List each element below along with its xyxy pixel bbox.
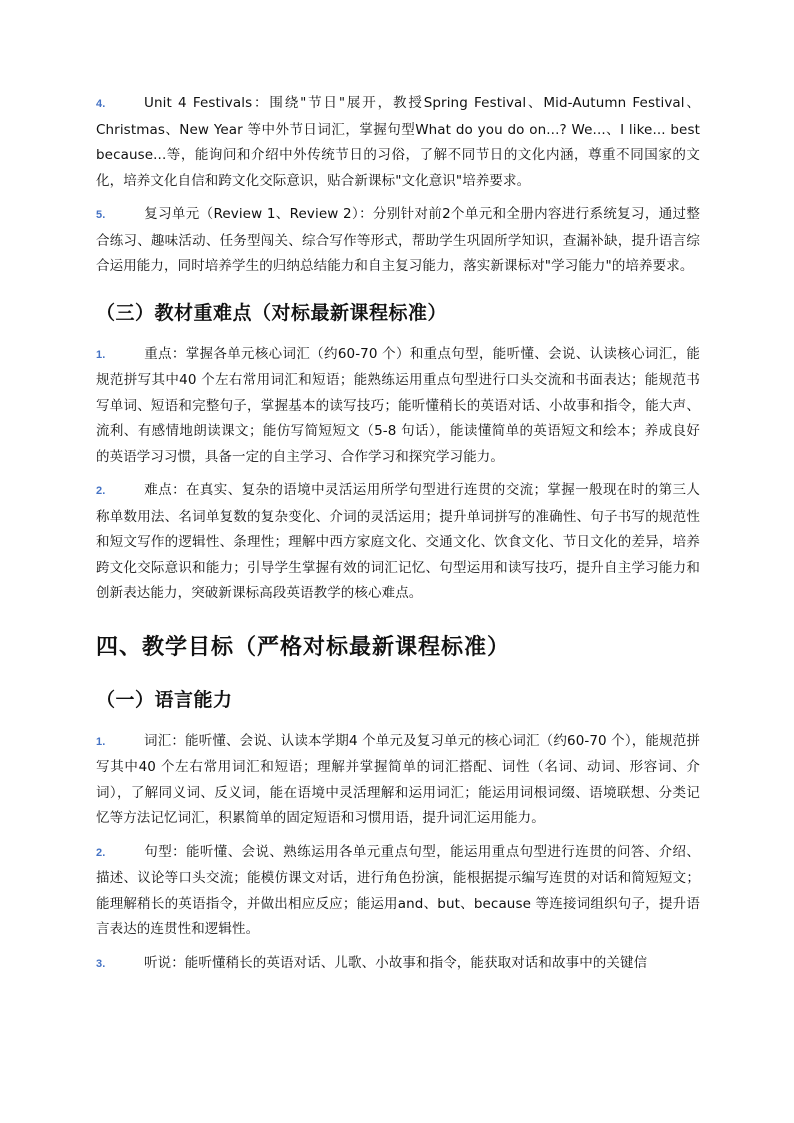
list-item [96,729,700,832]
list-number: 5. [96,209,106,221]
section-heading-goals: 四、教学目标（严格对标最新课程标准） [96,634,511,660]
list-text: 句型：能听懂、会说、熟练运用各单元重点句型，能运用重点句型进行连贯的问答、介绍、描述、议论等口头交流；能模仿课文对话，进行角色扮演，能根据提示编写连贯的对话和简短短文；能理解稍长的英语指令，并做出相应反应；能运用and、but、because 等连接词组织句子，提升语言表达的连贯性和逻辑性。 [96,843,700,937]
list-item [96,840,700,943]
list-text: 词汇：能听懂、会说、认读本学期4 个单元及复习单元的核心词汇（约60-70 个），能规范拼写其中40 个左右常用词汇和短语；理解并掌握简单的词汇搭配、词性（名词、动词、形容词、介词），了解同义词、反义词，能在语境中灵活理解和运用词汇；能运用词根词缀、语境联想、分类记忆等方法记忆词汇，积累简单的固定短语和习惯用语，提升词汇运用能力。 [96,732,700,826]
list-item [96,478,700,607]
list-number: 1. [96,348,106,361]
section-heading-difficulty: （三）教材重难点（对标最新课程标准） [96,301,448,324]
list-text: 复习单元（Review 1、Review 2）：分别针对前2个单元和全册内容进行系统复习，通过整合练习、趣味活动、任务型闯关、综合写作等形式，帮助学生巩固所学知识，查漏补缺，提升语言综合运用能力，同时培养学生的归纳总结能力和自主复习能力，落实新课标对"学习能力"的培养要求。 [96,206,700,274]
list-number: 1. [96,735,106,748]
list-number: 4. [96,98,106,110]
unit-list [96,91,700,280]
subsection-heading-language: （一）语言能力 [96,688,233,711]
difficulty-list [96,342,700,607]
list-item [96,91,700,194]
list-item [96,951,700,978]
list-text: Unit 4 Festivals：围绕"节日"展开，教授Spring Festival、Mid-Autumn Festival、Christmas、New Year 等中外节日词汇，掌握句型What do you do on...? We...、I like... best because...等，能询问和介绍中外传统节日的习俗，了解不同节日的文化内涵，尊重不同国家的文化，培养文化自信和跨文化交际意识，贴合新课标"文化意识"培养要求。 [96,95,700,189]
goals-list [96,729,700,978]
list-text: 难点：在真实、复杂的语境中灵活运用所学句型进行连贯的交流；掌握一般现在时的第三人称单数用法、名词单复数的复杂变化、介词的灵活运用；提升单词拼写的准确性、句子书写的规范性和短文写作的逻辑性、条理性；理解中西方家庭文化、交通文化、饮食文化、节日文化的差异，培养跨文化交际意识和能力；引导学生掌握有效的词汇记忆、句型运用和读写技巧，提升自主学习能力和创新表达能力，突破新课标高段英语教学的核心难点。 [96,482,700,601]
list-text: 重点：掌握各单元核心词汇（约60-70 个）和重点句型，能听懂、会说、认读核心词汇，能规范拼写其中40 个左右常用词汇和短语；能熟练运用重点句型进行口头交流和书面表达；能规范书写单词、短语和完整句子，掌握基本的读写技巧；能听懂稍长的英语对话、小故事和指令，能大声、流利、有感情地朗读课文；能仿写简短短文（5-8 句话），能读懂简单的英语短文和绘本；养成良好的英语学习习惯，具备一定的自主学习、合作学习和探究学习能力。 [96,345,700,465]
list-number: 3. [96,957,106,970]
list-number: 2. [96,846,106,859]
list-text: 听说：能听懂稍长的英语对话、儿歌、小故事和指令，能获取对话和故事中的关键信 [144,954,648,971]
list-number: 2. [96,485,106,497]
list-item [96,202,700,280]
document-page [96,91,700,985]
list-item [96,342,700,471]
